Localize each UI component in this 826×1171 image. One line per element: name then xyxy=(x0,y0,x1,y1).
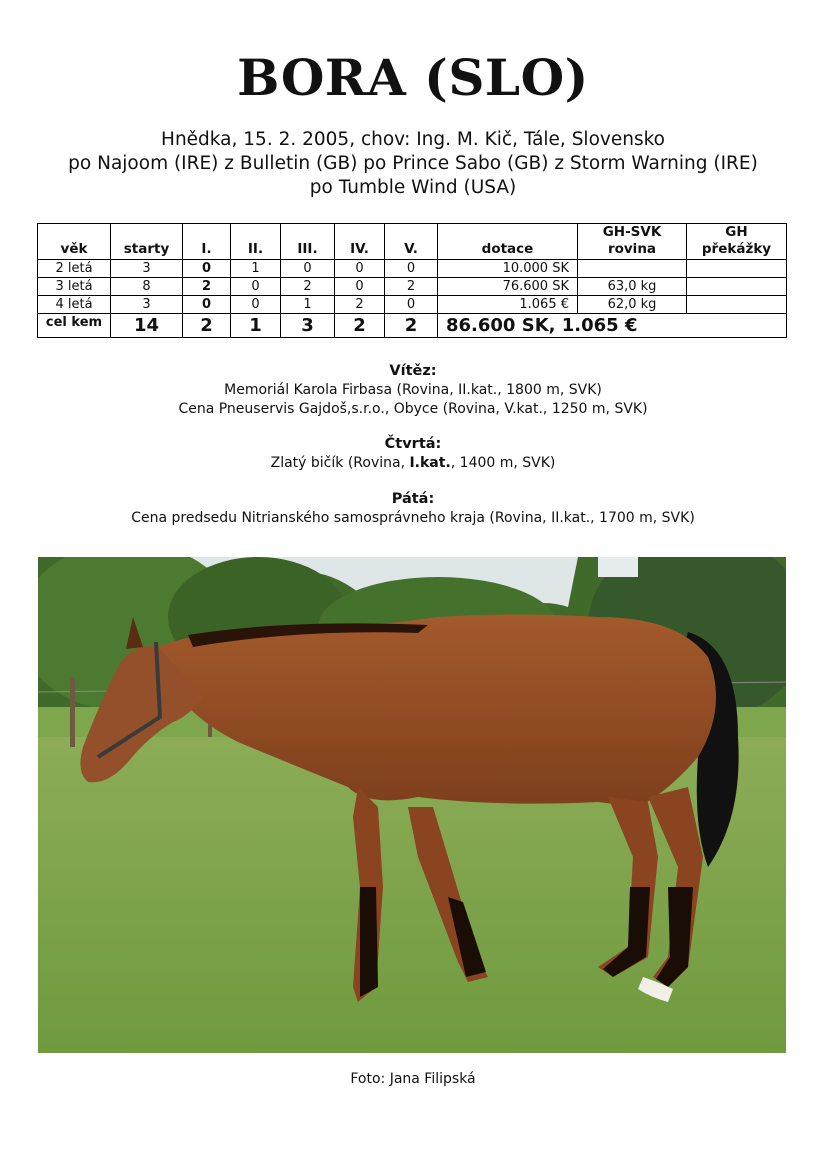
total-third: 3 xyxy=(281,314,335,338)
total-fifth: 2 xyxy=(385,314,438,338)
cell-first: 0 xyxy=(183,260,231,278)
winner-section xyxy=(0,362,826,419)
fourth-race-post: , 1400 m, SVK) xyxy=(450,455,556,471)
fourth-race-pre: Zlatý bičík (Rovina, xyxy=(270,455,410,471)
cell-gh xyxy=(687,296,787,314)
cell-starts: 3 xyxy=(111,296,183,314)
race-record-table xyxy=(37,223,787,338)
cell-fourth: 2 xyxy=(335,296,385,314)
header-prize: dotace xyxy=(438,224,578,260)
cell-gh xyxy=(687,278,787,296)
header-second: II. xyxy=(231,224,281,260)
cell-fifth: 2 xyxy=(385,278,438,296)
cell-second: 0 xyxy=(231,296,281,314)
header-age: věk xyxy=(38,224,111,260)
pedigree-line-3: po Tumble Wind (USA) xyxy=(309,177,517,198)
table-total-row xyxy=(38,314,787,338)
cell-gh-svk: 62,0 kg xyxy=(578,296,687,314)
fifth-race: Cena predsedu Nitrianského samosprávneho kraja (Rovina, II.kat., 1700 m, SVK) xyxy=(131,510,695,526)
total-fourth: 2 xyxy=(335,314,385,338)
cell-first: 0 xyxy=(183,296,231,314)
photo-caption: Foto: Jana Filipská xyxy=(350,1071,476,1087)
cell-fifth: 0 xyxy=(385,296,438,314)
cell-prize: 10.000 SK xyxy=(438,260,578,278)
table-row xyxy=(38,278,787,296)
header-fifth: V. xyxy=(385,224,438,260)
header-gh-svk-line1: GH-SVK xyxy=(602,224,662,240)
table-row xyxy=(38,296,787,314)
cell-first: 2 xyxy=(183,278,231,296)
cell-gh-svk: 63,0 kg xyxy=(578,278,687,296)
fourth-race xyxy=(0,454,826,473)
fourth-section xyxy=(0,435,826,473)
cell-prize: 76.600 SK xyxy=(438,278,578,296)
header-gh-svk-line2: rovina xyxy=(607,241,657,257)
pedigree-line-2: po Najoom (IRE) z Bulletin (GB) po Prince Sabo (GB) z Storm Warning (IRE) xyxy=(68,153,758,174)
cell-gh-svk xyxy=(578,260,687,278)
fourth-heading: Čtvrtá: xyxy=(384,436,442,452)
cell-third: 1 xyxy=(281,296,335,314)
cell-second: 0 xyxy=(231,278,281,296)
winner-heading: Vítěz: xyxy=(389,363,437,379)
header-third: III. xyxy=(281,224,335,260)
cell-starts: 3 xyxy=(111,260,183,278)
cell-age: 4 letá xyxy=(38,296,111,314)
fourth-race-category: I.kat. xyxy=(409,455,451,471)
fifth-section xyxy=(0,490,826,528)
cell-second: 1 xyxy=(231,260,281,278)
header-gh-line2: překážky xyxy=(701,241,772,257)
header-first: I. xyxy=(183,224,231,260)
winner-race-1: Memoriál Karola Firbasa (Rovina, II.kat., 1800 m, SVK) xyxy=(224,382,602,398)
header-fourth: IV. xyxy=(335,224,385,260)
cell-third: 0 xyxy=(281,260,335,278)
total-starts: 14 xyxy=(111,314,183,338)
cell-age: 2 letá xyxy=(38,260,111,278)
cell-age: 3 letá xyxy=(38,278,111,296)
total-label: cel kem xyxy=(38,314,111,338)
header-gh xyxy=(687,224,787,260)
fifth-heading: Pátá: xyxy=(391,491,435,507)
header-gh-svk xyxy=(578,224,687,260)
winner-race-2: Cena Pneuservis Gajdoš,s.r.o., Obyce (Rovina, V.kat., 1250 m, SVK) xyxy=(178,401,648,417)
horse-name-title: BORA (SLO) xyxy=(237,48,589,107)
cell-fourth: 0 xyxy=(335,260,385,278)
table-row xyxy=(38,260,787,278)
total-prize: 86.600 SK, 1.065 € xyxy=(438,314,787,338)
cell-third: 2 xyxy=(281,278,335,296)
header-gh-line1: GH xyxy=(725,224,748,240)
cell-fourth: 0 xyxy=(335,278,385,296)
cell-prize: 1.065 € xyxy=(438,296,578,314)
header-starts: starty xyxy=(111,224,183,260)
pedigree-block xyxy=(0,128,826,200)
cell-gh xyxy=(687,260,787,278)
cell-starts: 8 xyxy=(111,278,183,296)
table-header-row xyxy=(38,224,787,260)
total-first: 2 xyxy=(183,314,231,338)
pedigree-line-1: Hnědka, 15. 2. 2005, chov: Ing. M. Kič, Tále, Slovensko xyxy=(161,129,665,150)
horse-photo xyxy=(38,557,786,1053)
total-second: 1 xyxy=(231,314,281,338)
cell-fifth: 0 xyxy=(385,260,438,278)
